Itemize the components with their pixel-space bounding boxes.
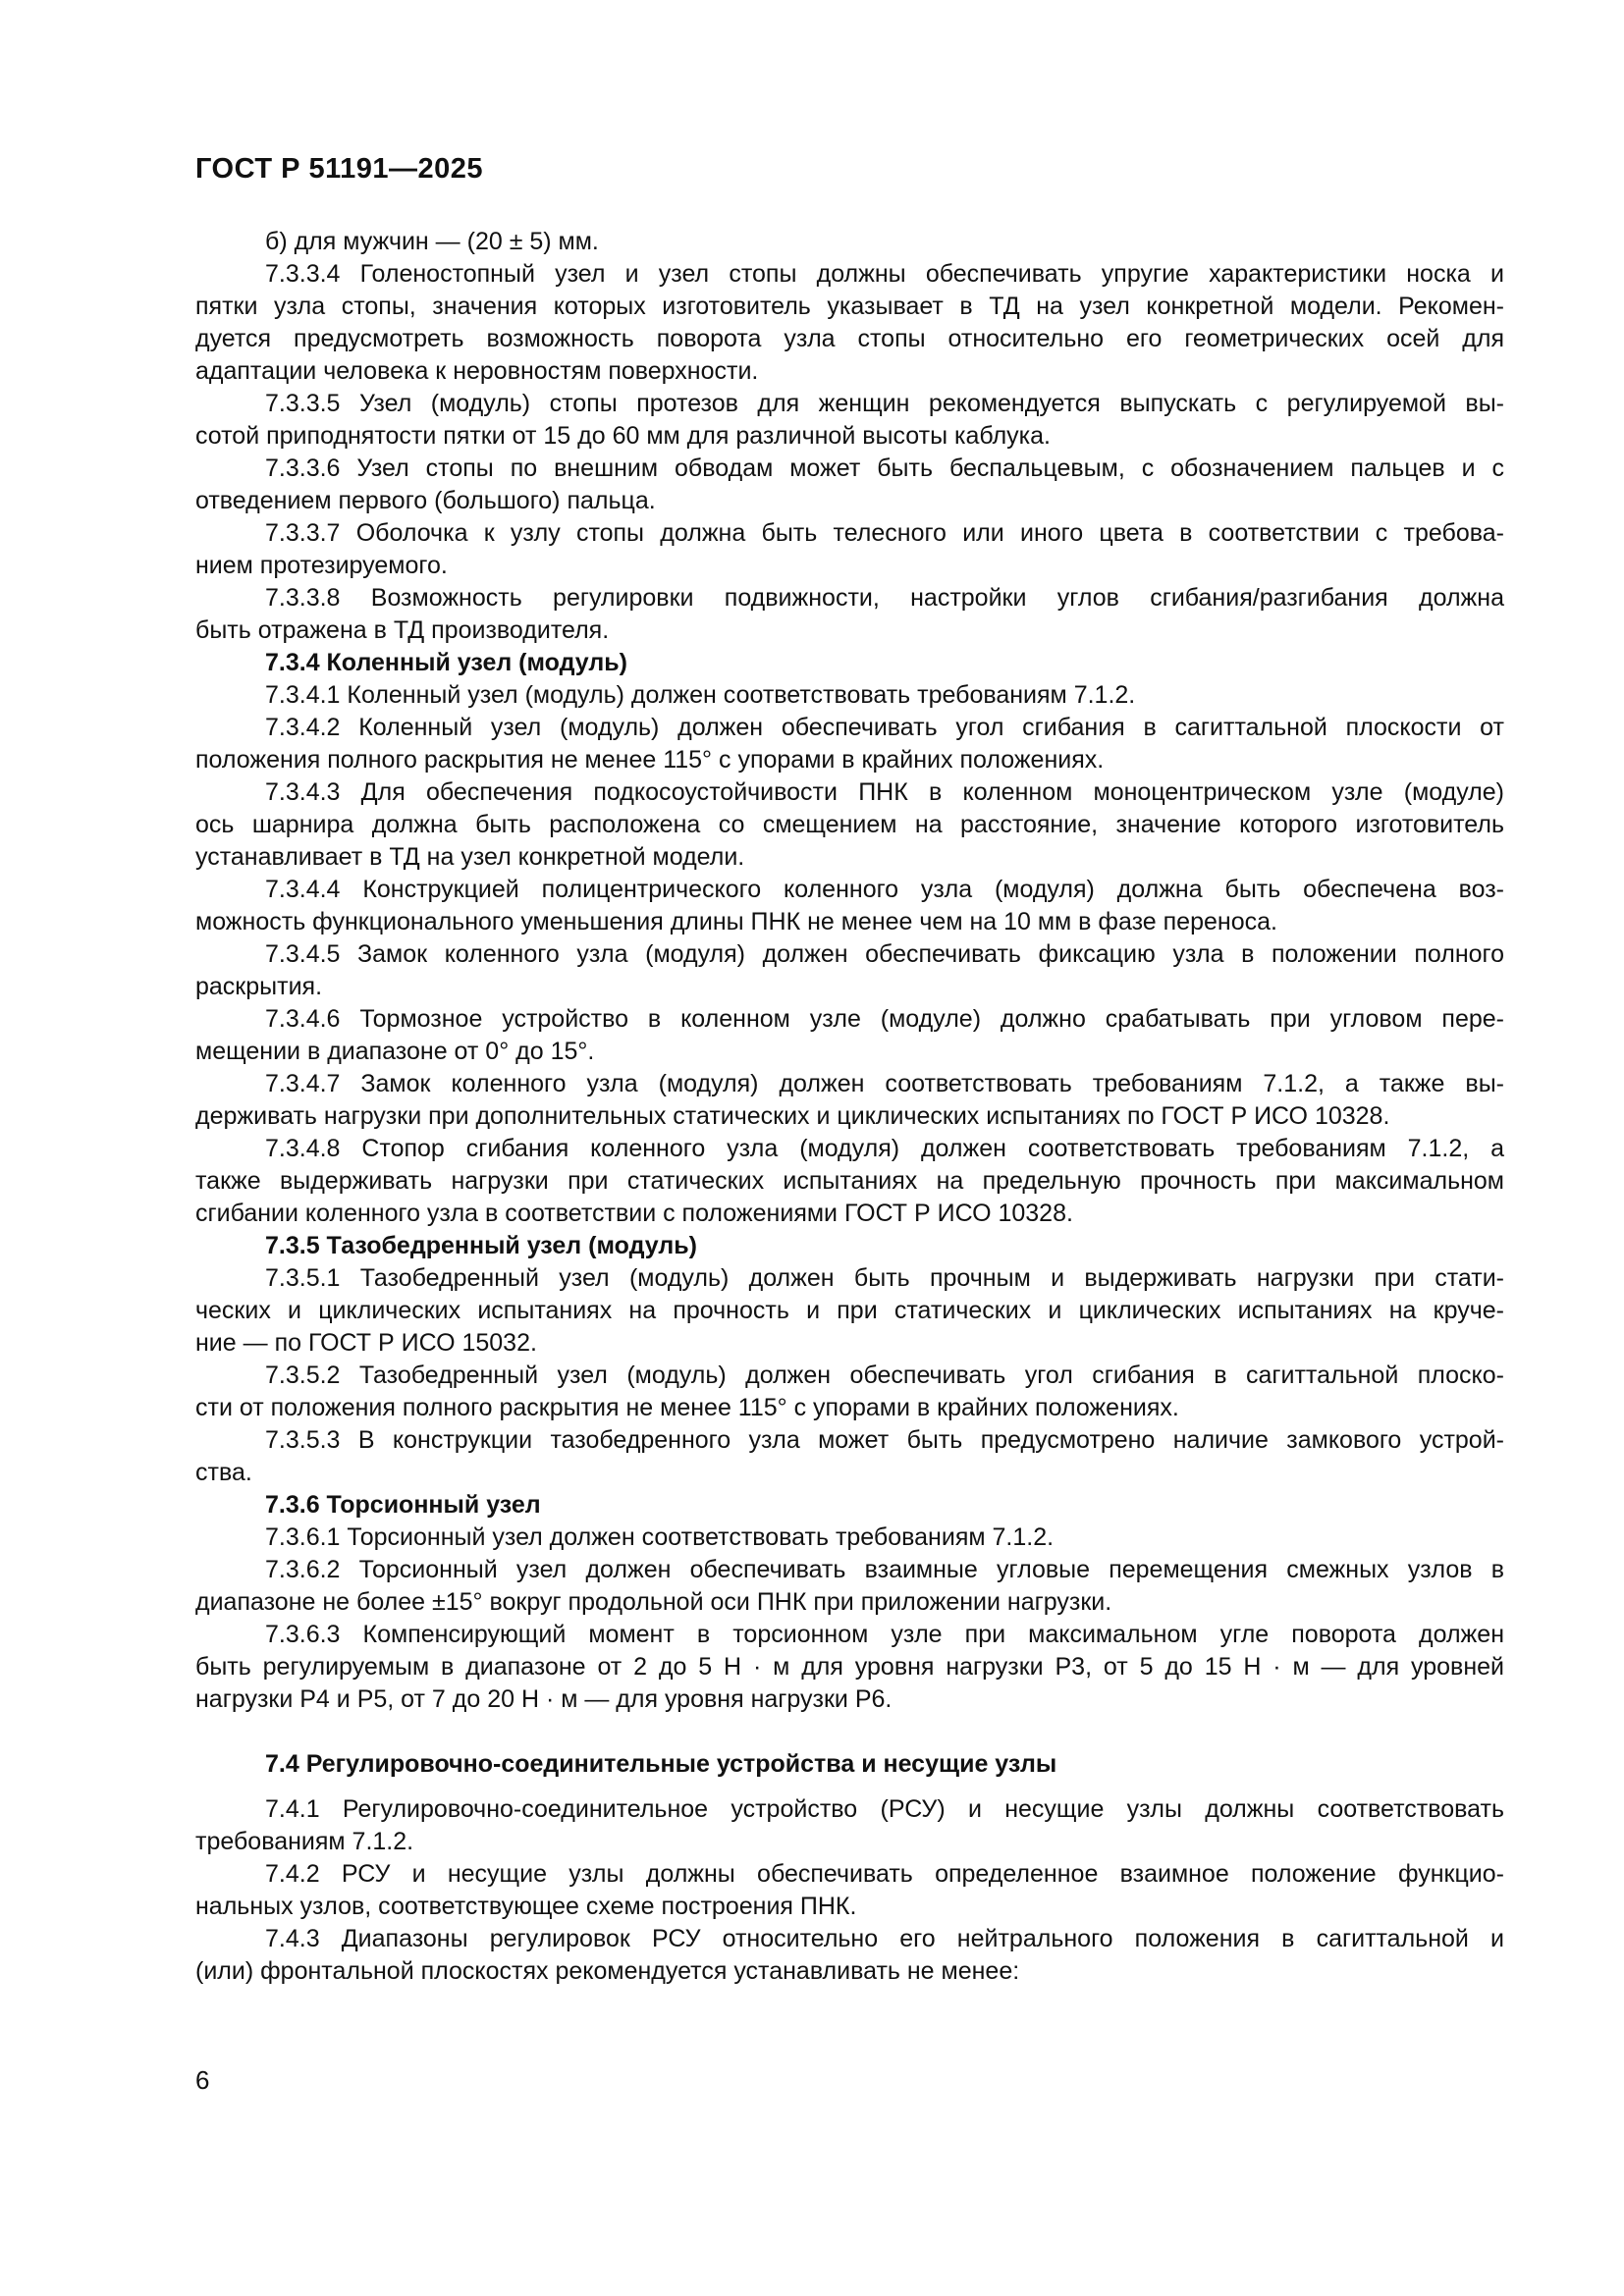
paragraph-line: (или) фронтальной плоскостях рекомендуется устанавливать не менее: xyxy=(195,1957,1020,1985)
heading-line: 7.3.5 Тазобедренный узел (модуль) xyxy=(265,1232,697,1259)
paragraph xyxy=(195,1554,1504,1619)
paragraph xyxy=(195,1133,1504,1230)
paragraph xyxy=(195,679,1504,712)
paragraph-line: держивать нагрузки при дополнительных статических и циклических испытаниях по ГОСТ Р ИСО 10328. xyxy=(195,1102,1390,1130)
paragraph xyxy=(195,1793,1504,1858)
paragraph-line: 7.3.4.7 Замок коленного узла (модуля) должен соответствовать требованиям 7.1.2, а также вы- xyxy=(265,1070,1504,1097)
paragraph xyxy=(195,517,1504,582)
paragraph-line: пятки узла стопы, значения которых изготовитель указывает в ТД на узел конкретной модели. Рекомен- xyxy=(195,293,1504,320)
paragraph-line: ства. xyxy=(195,1459,252,1486)
paragraph xyxy=(195,1619,1504,1716)
heading-line: 7.4 Регулировочно-соединительные устройства и несущие узлы xyxy=(265,1750,1057,1778)
paragraph-line: также выдерживать нагрузки при статических испытаниях на предельную прочность при максимальном xyxy=(195,1167,1504,1195)
paragraph-line: 7.3.4.5 Замок коленного узла (модуля) должен обеспечивать фиксацию узла в положении полного xyxy=(265,940,1504,968)
paragraph-line: 7.3.5.2 Тазобедренный узел (модуль) должен обеспечивать угол сгибания в сагиттальной плоско- xyxy=(265,1362,1504,1389)
paragraph-line: 7.3.4.6 Тормозное устройство в коленном узле (модуле) должно срабатывать при угловом пере- xyxy=(265,1005,1504,1033)
paragraph-line: 7.3.3.8 Возможность регулировки подвижности, настройки углов сгибания/разгибания должна xyxy=(265,584,1504,612)
paragraph xyxy=(195,226,1504,258)
paragraph xyxy=(195,1003,1504,1068)
paragraph xyxy=(195,1858,1504,1923)
paragraph-line: сотой приподнятости пятки от 15 до 60 мм для различной высоты каблука. xyxy=(195,422,1051,450)
paragraph xyxy=(195,1068,1504,1133)
paragraph-line: 7.3.6.3 Компенсирующий момент в торсионном узле при максимальном угле поворота должен xyxy=(265,1621,1504,1648)
paragraph-line: 7.3.4.2 Коленный узел (модуль) должен обеспечивать угол сгибания в сагиттальной плоскости от xyxy=(265,714,1504,741)
paragraph xyxy=(195,1522,1504,1554)
section-heading xyxy=(195,1748,1504,1781)
paragraph-line: дуется предусмотреть возможность поворота узла стопы относительно его геометрических осей для xyxy=(195,325,1504,352)
paragraph-line: 7.3.5.3 В конструкции тазобедренного узла может быть предусмотрено наличие замкового устрой- xyxy=(265,1426,1504,1454)
paragraph-line: раскрытия. xyxy=(195,973,323,1000)
paragraph-line: быть отражена в ТД производителя. xyxy=(195,616,610,644)
paragraph xyxy=(195,1262,1504,1360)
paragraph-line: 7.4.3 Диапазоны регулировок РСУ относительно его нейтрального положения в сагиттальной и xyxy=(265,1925,1504,1952)
paragraph-line: б) для мужчин — (20 ± 5) мм. xyxy=(265,228,599,255)
paragraph-line: 7.3.3.7 Оболочка к узлу стопы должна быть телесного или иного цвета в соответствии с требова- xyxy=(265,519,1504,547)
paragraph-line: 7.3.6.2 Торсионный узел должен обеспечивать взаимные угловые перемещения смежных узлов в xyxy=(265,1556,1504,1583)
heading-line: 7.3.4 Коленный узел (модуль) xyxy=(265,649,627,676)
paragraph-line: адаптации человека к неровностям поверхности. xyxy=(195,357,759,385)
paragraph-line: нальных узлов, соответствующее схеме построения ПНК. xyxy=(195,1893,857,1920)
paragraph-line: отведением первого (большого) пальца. xyxy=(195,487,656,514)
paragraph xyxy=(195,1923,1504,1988)
paragraph-line: 7.3.3.5 Узел (модуль) стопы протезов для женщин рекомендуется выпускать с регулируемой вы- xyxy=(265,390,1504,417)
paragraph-line: требованиям 7.1.2. xyxy=(195,1828,414,1855)
paragraph-line: 7.3.4.8 Стопор сгибания коленного узла (модуля) должен соответствовать требованиям 7.1.2, а xyxy=(265,1135,1504,1162)
paragraph-line: положения полного раскрытия не менее 115° с упорами в крайних положениях. xyxy=(195,746,1105,774)
paragraph xyxy=(195,1424,1504,1489)
paragraph xyxy=(195,712,1504,776)
paragraph-line: устанавливает в ТД на узел конкретной модели. xyxy=(195,843,745,871)
document-body xyxy=(195,226,1504,1988)
paragraph-line: нагрузки Р4 и Р5, от 7 до 20 Н · м — для уровня нагрузки Р6. xyxy=(195,1685,893,1713)
paragraph-line: 7.3.4.3 Для обеспечения подкосоустойчивости ПНК в коленном моноцентрическом узле (модуле) xyxy=(265,778,1504,806)
paragraph xyxy=(195,1360,1504,1424)
paragraph-line: 7.3.4.4 Конструкцией полицентрического коленного узла (модуля) должна быть обеспечена воз- xyxy=(265,876,1504,903)
paragraph-line: можность функционального уменьшения длины ПНК не менее чем на 10 мм в фазе переноса. xyxy=(195,908,1277,935)
paragraph xyxy=(195,582,1504,647)
section-heading xyxy=(195,1489,1504,1522)
paragraph-line: 7.4.2 РСУ и несущие узлы должны обеспечивать определенное взаимное положение функцио- xyxy=(265,1860,1504,1888)
paragraph-line: ние — по ГОСТ Р ИСО 15032. xyxy=(195,1329,537,1357)
paragraph xyxy=(195,776,1504,874)
section-heading xyxy=(195,647,1504,679)
paragraph-line: 7.3.6.1 Торсионный узел должен соответствовать требованиям 7.1.2. xyxy=(265,1523,1055,1551)
paragraph-line: сгибании коленного узла в соответствии с положениями ГОСТ Р ИСО 10328. xyxy=(195,1200,1073,1227)
standard-code: ГОСТ Р 51191—2025 xyxy=(195,153,484,185)
paragraph xyxy=(195,938,1504,1003)
paragraph-line: нием протезируемого. xyxy=(195,552,448,579)
paragraph xyxy=(195,388,1504,453)
page-number: 6 xyxy=(195,2065,210,2095)
paragraph-line: 7.3.4.1 Коленный узел (модуль) должен соответствовать требованиям 7.1.2. xyxy=(265,681,1136,709)
paragraph-line: мещении в диапазоне от 0° до 15°. xyxy=(195,1038,595,1065)
paragraph-line: 7.3.5.1 Тазобедренный узел (модуль) должен быть прочным и выдерживать нагрузки при стати- xyxy=(265,1264,1504,1292)
paragraph-line: ось шарнира должна быть расположена со смещением на расстояние, значение которого изготовитель xyxy=(195,811,1504,838)
paragraph-line: сти от положения полного раскрытия не менее 115° с упорами в крайних положениях. xyxy=(195,1394,1179,1421)
paragraph-line: 7.3.3.4 Голеностопный узел и узел стопы должны обеспечивать упругие характеристики носка и xyxy=(265,260,1504,288)
paragraph-line: диапазоне не более ±15° вокруг продольной оси ПНК при приложении нагрузки. xyxy=(195,1588,1112,1616)
paragraph-line: быть регулируемым в диапазоне от 2 до 5 Н · м для уровня нагрузки Р3, от 5 до 15 Н · м — для уровней xyxy=(195,1653,1504,1681)
paragraph-line: ческих и циклических испытаниях на прочность и при статических и циклических испытаниях на круче- xyxy=(195,1297,1504,1324)
heading-line: 7.3.6 Торсионный узел xyxy=(265,1491,541,1519)
paragraph xyxy=(195,453,1504,517)
paragraph xyxy=(195,258,1504,388)
paragraph xyxy=(195,874,1504,938)
section-heading xyxy=(195,1230,1504,1262)
paragraph-line: 7.3.3.6 Узел стопы по внешним обводам может быть беспальцевым, с обозначением пальцев и с xyxy=(265,454,1504,482)
paragraph-line: 7.4.1 Регулировочно-соединительное устройство (РСУ) и несущие узлы должны соответствовать xyxy=(265,1795,1504,1823)
